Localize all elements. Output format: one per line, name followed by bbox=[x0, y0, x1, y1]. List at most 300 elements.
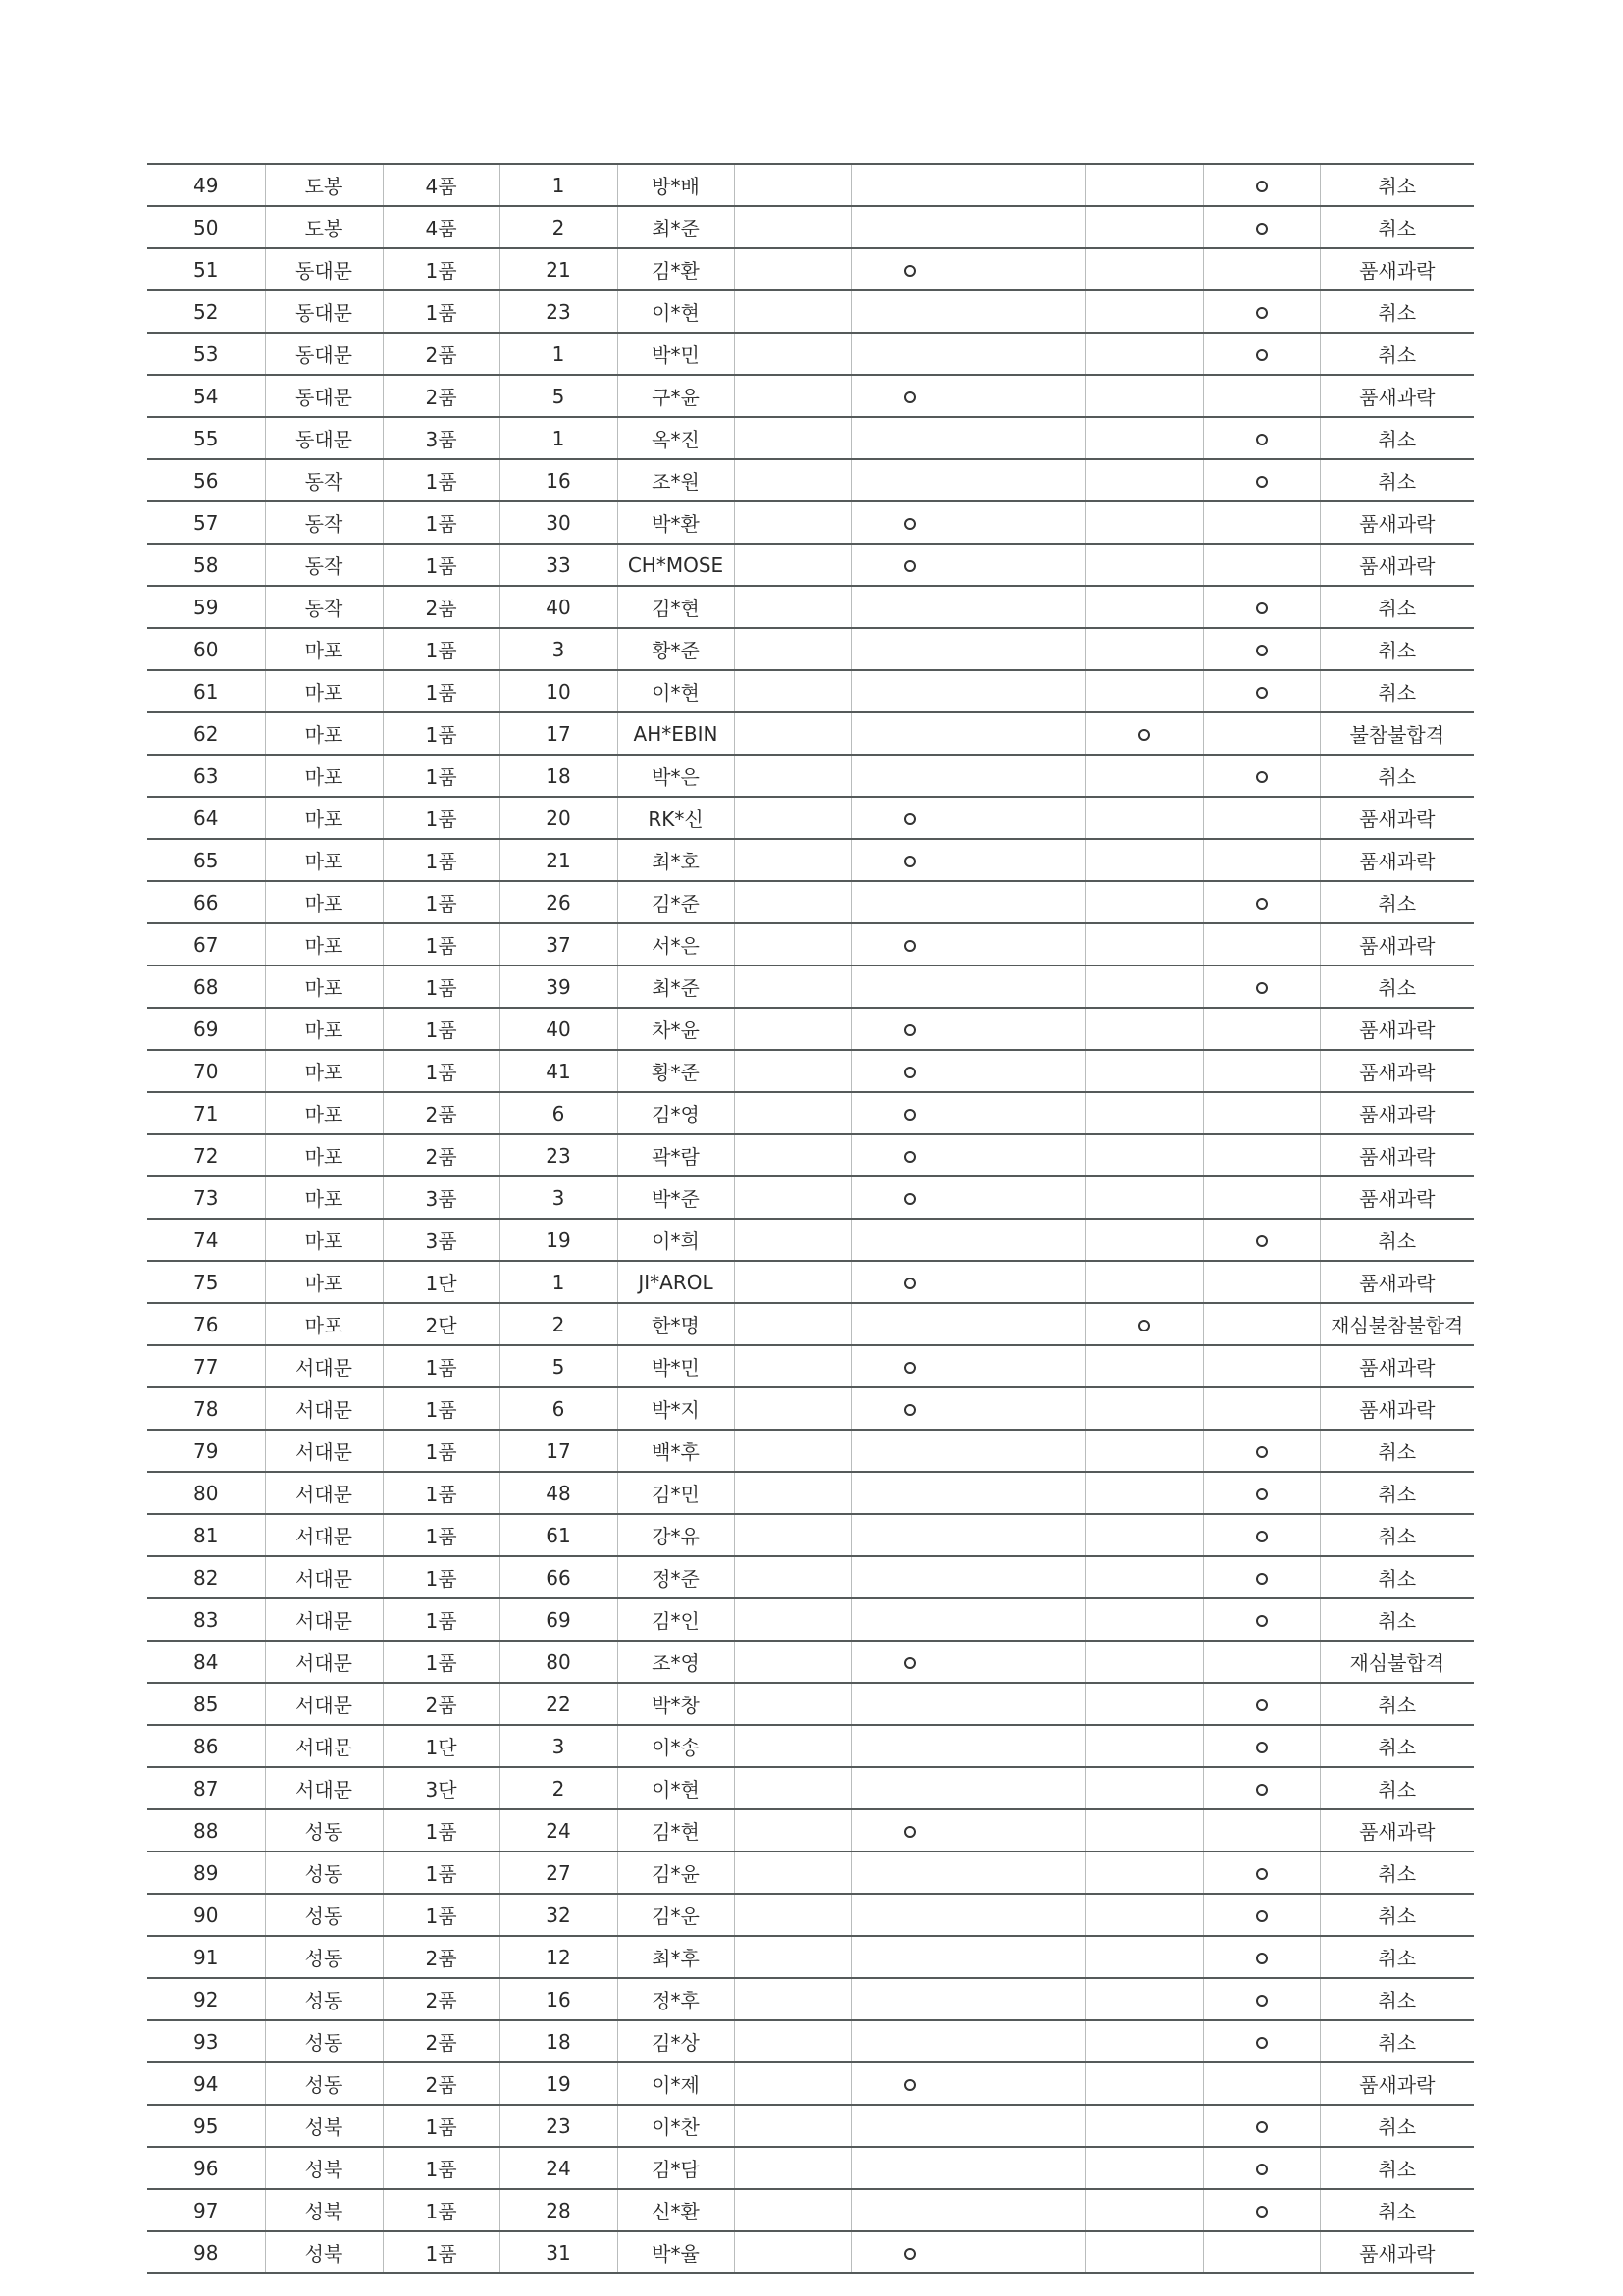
exam-number-cell: 21 bbox=[499, 248, 617, 290]
result-cell: 취소 bbox=[1320, 417, 1474, 459]
circle-mark-icon bbox=[904, 265, 916, 277]
district-cell: 마포 bbox=[265, 755, 383, 797]
circle-mark-icon bbox=[1256, 2121, 1268, 2133]
mark-cell-3 bbox=[1085, 1303, 1203, 1345]
mark-cell-2 bbox=[969, 965, 1085, 1008]
empty-cell bbox=[734, 459, 851, 501]
mark-cell-4 bbox=[1203, 1556, 1320, 1598]
mark-cell-2 bbox=[969, 839, 1085, 881]
district-cell: 마포 bbox=[265, 1050, 383, 1092]
rank-cell: 1품 bbox=[383, 501, 499, 544]
table-row bbox=[147, 1683, 1474, 1725]
exam-number-cell: 39 bbox=[499, 965, 617, 1008]
district-cell: 서대문 bbox=[265, 1641, 383, 1683]
mark-cell-2 bbox=[969, 1598, 1085, 1641]
row-number: 75 bbox=[147, 1261, 265, 1303]
rank-cell: 3품 bbox=[383, 417, 499, 459]
mark-cell-2 bbox=[969, 1472, 1085, 1514]
mark-cell-4 bbox=[1203, 586, 1320, 628]
rank-cell: 1품 bbox=[383, 1641, 499, 1683]
rank-cell: 1품 bbox=[383, 1387, 499, 1430]
name-cell: 김*인 bbox=[617, 1598, 734, 1641]
table-row bbox=[147, 2147, 1474, 2189]
mark-cell-3 bbox=[1085, 755, 1203, 797]
exam-number-cell: 21 bbox=[499, 839, 617, 881]
district-cell: 마포 bbox=[265, 1176, 383, 1219]
mark-cell-4 bbox=[1203, 839, 1320, 881]
mark-cell-2 bbox=[969, 923, 1085, 965]
rank-cell: 2품 bbox=[383, 1978, 499, 2020]
rank-cell: 2품 bbox=[383, 1134, 499, 1176]
mark-cell-4 bbox=[1203, 1303, 1320, 1345]
mark-cell-3 bbox=[1085, 206, 1203, 248]
empty-cell bbox=[734, 2231, 851, 2273]
mark-cell-4 bbox=[1203, 1387, 1320, 1430]
mark-cell-2 bbox=[969, 1430, 1085, 1472]
mark-cell-4 bbox=[1203, 375, 1320, 417]
circle-mark-icon bbox=[904, 1362, 916, 1374]
empty-cell bbox=[734, 839, 851, 881]
mark-cell-1 bbox=[851, 1936, 969, 1978]
table-row bbox=[147, 1430, 1474, 1472]
mark-cell-4 bbox=[1203, 2189, 1320, 2231]
rank-cell: 1품 bbox=[383, 755, 499, 797]
district-cell: 마포 bbox=[265, 1092, 383, 1134]
exam-number-cell: 80 bbox=[499, 1641, 617, 1683]
empty-cell bbox=[734, 1852, 851, 1894]
name-cell: 김*윤 bbox=[617, 1852, 734, 1894]
district-cell: 마포 bbox=[265, 881, 383, 923]
district-cell: 마포 bbox=[265, 712, 383, 755]
mark-cell-4 bbox=[1203, 1134, 1320, 1176]
empty-cell bbox=[734, 628, 851, 670]
exam-number-cell: 32 bbox=[499, 1894, 617, 1936]
exam-number-cell: 23 bbox=[499, 290, 617, 333]
table-row bbox=[147, 1176, 1474, 1219]
rank-cell: 1품 bbox=[383, 1472, 499, 1514]
district-cell: 도봉 bbox=[265, 164, 383, 206]
result-cell: 품새과락 bbox=[1320, 839, 1474, 881]
mark-cell-3 bbox=[1085, 1134, 1203, 1176]
exam-number-cell: 2 bbox=[499, 206, 617, 248]
result-cell: 취소 bbox=[1320, 1598, 1474, 1641]
row-number: 86 bbox=[147, 1725, 265, 1767]
exam-number-cell: 22 bbox=[499, 1683, 617, 1725]
mark-cell-2 bbox=[969, 1894, 1085, 1936]
empty-cell bbox=[734, 1430, 851, 1472]
mark-cell-2 bbox=[969, 1303, 1085, 1345]
table-row bbox=[147, 1556, 1474, 1598]
result-cell: 취소 bbox=[1320, 2105, 1474, 2147]
result-cell: 취소 bbox=[1320, 206, 1474, 248]
mark-cell-3 bbox=[1085, 1176, 1203, 1219]
circle-mark-icon bbox=[1138, 729, 1150, 741]
name-cell: 김*현 bbox=[617, 1809, 734, 1852]
result-cell: 취소 bbox=[1320, 1725, 1474, 1767]
district-cell: 서대문 bbox=[265, 1430, 383, 1472]
result-cell: 품새과락 bbox=[1320, 544, 1474, 586]
mark-cell-3 bbox=[1085, 1767, 1203, 1809]
name-cell: AH*EBIN bbox=[617, 712, 734, 755]
exam-number-cell: 1 bbox=[499, 417, 617, 459]
mark-cell-4 bbox=[1203, 1683, 1320, 1725]
table-row bbox=[147, 206, 1474, 248]
rank-cell: 1품 bbox=[383, 923, 499, 965]
circle-mark-icon bbox=[1256, 982, 1268, 994]
row-number: 66 bbox=[147, 881, 265, 923]
name-cell: 김*현 bbox=[617, 586, 734, 628]
circle-mark-icon bbox=[904, 2248, 916, 2260]
table-row bbox=[147, 923, 1474, 965]
district-cell: 도봉 bbox=[265, 206, 383, 248]
circle-mark-icon bbox=[904, 1657, 916, 1669]
mark-cell-1 bbox=[851, 1303, 969, 1345]
mark-cell-3 bbox=[1085, 459, 1203, 501]
mark-cell-1 bbox=[851, 1767, 969, 1809]
mark-cell-1 bbox=[851, 1852, 969, 1894]
row-number: 95 bbox=[147, 2105, 265, 2147]
mark-cell-4 bbox=[1203, 290, 1320, 333]
result-cell: 취소 bbox=[1320, 2147, 1474, 2189]
rank-cell: 1품 bbox=[383, 1514, 499, 1556]
row-number: 90 bbox=[147, 1894, 265, 1936]
mark-cell-1 bbox=[851, 417, 969, 459]
circle-mark-icon bbox=[1256, 434, 1268, 445]
result-cell: 취소 bbox=[1320, 965, 1474, 1008]
mark-cell-1 bbox=[851, 923, 969, 965]
circle-mark-icon bbox=[904, 518, 916, 530]
empty-cell bbox=[734, 1598, 851, 1641]
row-number: 53 bbox=[147, 333, 265, 375]
empty-cell bbox=[734, 586, 851, 628]
mark-cell-2 bbox=[969, 1219, 1085, 1261]
mark-cell-1 bbox=[851, 290, 969, 333]
exam-number-cell: 40 bbox=[499, 586, 617, 628]
empty-cell bbox=[734, 1387, 851, 1430]
exam-number-cell: 20 bbox=[499, 797, 617, 839]
table-row bbox=[147, 1345, 1474, 1387]
table-row bbox=[147, 1134, 1474, 1176]
rank-cell: 1품 bbox=[383, 2105, 499, 2147]
mark-cell-2 bbox=[969, 1767, 1085, 1809]
table-row bbox=[147, 1936, 1474, 1978]
rank-cell: 1품 bbox=[383, 628, 499, 670]
mark-cell-4 bbox=[1203, 1176, 1320, 1219]
mark-cell-1 bbox=[851, 586, 969, 628]
name-cell: 박*민 bbox=[617, 1345, 734, 1387]
rank-cell: 2단 bbox=[383, 1303, 499, 1345]
district-cell: 마포 bbox=[265, 1134, 383, 1176]
rank-cell: 1단 bbox=[383, 1261, 499, 1303]
result-cell: 취소 bbox=[1320, 459, 1474, 501]
empty-cell bbox=[734, 1472, 851, 1514]
circle-mark-icon bbox=[904, 2079, 916, 2091]
rank-cell: 3단 bbox=[383, 1767, 499, 1809]
result-cell: 취소 bbox=[1320, 1767, 1474, 1809]
mark-cell-2 bbox=[969, 375, 1085, 417]
mark-cell-3 bbox=[1085, 2105, 1203, 2147]
mark-cell-3 bbox=[1085, 1641, 1203, 1683]
exam-number-cell: 5 bbox=[499, 375, 617, 417]
circle-mark-icon bbox=[904, 1024, 916, 1036]
mark-cell-2 bbox=[969, 586, 1085, 628]
row-number: 96 bbox=[147, 2147, 265, 2189]
district-cell: 성북 bbox=[265, 2189, 383, 2231]
mark-cell-1 bbox=[851, 544, 969, 586]
exam-number-cell: 1 bbox=[499, 164, 617, 206]
exam-number-cell: 17 bbox=[499, 712, 617, 755]
result-cell: 취소 bbox=[1320, 1472, 1474, 1514]
empty-cell bbox=[734, 1683, 851, 1725]
name-cell: 박*준 bbox=[617, 1176, 734, 1219]
result-cell: 취소 bbox=[1320, 333, 1474, 375]
row-number: 87 bbox=[147, 1767, 265, 1809]
empty-cell bbox=[734, 1008, 851, 1050]
mark-cell-4 bbox=[1203, 1430, 1320, 1472]
result-cell: 취소 bbox=[1320, 290, 1474, 333]
mark-cell-4 bbox=[1203, 1894, 1320, 1936]
table-row bbox=[147, 544, 1474, 586]
exam-number-cell: 61 bbox=[499, 1514, 617, 1556]
district-cell: 성북 bbox=[265, 2147, 383, 2189]
mark-cell-3 bbox=[1085, 1092, 1203, 1134]
result-cell: 품새과락 bbox=[1320, 1261, 1474, 1303]
mark-cell-2 bbox=[969, 1978, 1085, 2020]
district-cell: 성북 bbox=[265, 2105, 383, 2147]
name-cell: 정*후 bbox=[617, 1978, 734, 2020]
district-cell: 동대문 bbox=[265, 333, 383, 375]
mark-cell-1 bbox=[851, 2105, 969, 2147]
mark-cell-4 bbox=[1203, 2020, 1320, 2062]
table-row bbox=[147, 1092, 1474, 1134]
table-row bbox=[147, 712, 1474, 755]
exam-number-cell: 23 bbox=[499, 1134, 617, 1176]
name-cell: 방*배 bbox=[617, 164, 734, 206]
mark-cell-3 bbox=[1085, 1430, 1203, 1472]
mark-cell-2 bbox=[969, 459, 1085, 501]
mark-cell-1 bbox=[851, 206, 969, 248]
name-cell: 옥*진 bbox=[617, 417, 734, 459]
district-cell: 동작 bbox=[265, 501, 383, 544]
rank-cell: 1품 bbox=[383, 1809, 499, 1852]
circle-mark-icon bbox=[904, 940, 916, 952]
row-number: 67 bbox=[147, 923, 265, 965]
mark-cell-2 bbox=[969, 881, 1085, 923]
district-cell: 서대문 bbox=[265, 1345, 383, 1387]
exam-number-cell: 16 bbox=[499, 459, 617, 501]
mark-cell-4 bbox=[1203, 1598, 1320, 1641]
mark-cell-1 bbox=[851, 333, 969, 375]
mark-cell-1 bbox=[851, 1472, 969, 1514]
results-table-body bbox=[147, 164, 1474, 2273]
circle-mark-icon bbox=[1256, 602, 1268, 614]
result-cell: 품새과락 bbox=[1320, 1008, 1474, 1050]
mark-cell-2 bbox=[969, 501, 1085, 544]
district-cell: 동대문 bbox=[265, 248, 383, 290]
circle-mark-icon bbox=[904, 560, 916, 572]
mark-cell-1 bbox=[851, 375, 969, 417]
table-row bbox=[147, 755, 1474, 797]
mark-cell-3 bbox=[1085, 586, 1203, 628]
district-cell: 마포 bbox=[265, 839, 383, 881]
result-cell: 품새과락 bbox=[1320, 1176, 1474, 1219]
mark-cell-3 bbox=[1085, 839, 1203, 881]
circle-mark-icon bbox=[904, 856, 916, 867]
name-cell: JI*AROL bbox=[617, 1261, 734, 1303]
mark-cell-1 bbox=[851, 1556, 969, 1598]
name-cell: 김*영 bbox=[617, 1092, 734, 1134]
rank-cell: 1품 bbox=[383, 544, 499, 586]
mark-cell-1 bbox=[851, 1809, 969, 1852]
table-row bbox=[147, 501, 1474, 544]
mark-cell-3 bbox=[1085, 1008, 1203, 1050]
table-row bbox=[147, 1598, 1474, 1641]
table-row bbox=[147, 839, 1474, 881]
mark-cell-2 bbox=[969, 1092, 1085, 1134]
mark-cell-1 bbox=[851, 797, 969, 839]
circle-mark-icon bbox=[904, 1067, 916, 1078]
name-cell: 서*은 bbox=[617, 923, 734, 965]
row-number: 62 bbox=[147, 712, 265, 755]
mark-cell-2 bbox=[969, 2105, 1085, 2147]
mark-cell-2 bbox=[969, 1641, 1085, 1683]
mark-cell-2 bbox=[969, 712, 1085, 755]
rank-cell: 2품 bbox=[383, 2020, 499, 2062]
mark-cell-1 bbox=[851, 712, 969, 755]
name-cell: 이*현 bbox=[617, 290, 734, 333]
table-row bbox=[147, 1809, 1474, 1852]
result-cell: 취소 bbox=[1320, 755, 1474, 797]
mark-cell-1 bbox=[851, 1134, 969, 1176]
circle-mark-icon bbox=[904, 1404, 916, 1416]
mark-cell-3 bbox=[1085, 1809, 1203, 1852]
empty-cell bbox=[734, 544, 851, 586]
circle-mark-icon bbox=[1256, 1446, 1268, 1458]
mark-cell-3 bbox=[1085, 1852, 1203, 1894]
mark-cell-1 bbox=[851, 1387, 969, 1430]
row-number: 74 bbox=[147, 1219, 265, 1261]
table-row bbox=[147, 670, 1474, 712]
name-cell: 황*준 bbox=[617, 628, 734, 670]
circle-mark-icon bbox=[1256, 1910, 1268, 1922]
circle-mark-icon bbox=[1256, 1488, 1268, 1500]
row-number: 72 bbox=[147, 1134, 265, 1176]
mark-cell-4 bbox=[1203, 1767, 1320, 1809]
mark-cell-2 bbox=[969, 2231, 1085, 2273]
result-cell: 품새과락 bbox=[1320, 1134, 1474, 1176]
row-number: 77 bbox=[147, 1345, 265, 1387]
row-number: 79 bbox=[147, 1430, 265, 1472]
circle-mark-icon bbox=[1256, 307, 1268, 319]
mark-cell-3 bbox=[1085, 1387, 1203, 1430]
table-row bbox=[147, 164, 1474, 206]
rank-cell: 2품 bbox=[383, 1683, 499, 1725]
mark-cell-1 bbox=[851, 1345, 969, 1387]
mark-cell-3 bbox=[1085, 797, 1203, 839]
result-cell: 취소 bbox=[1320, 1430, 1474, 1472]
district-cell: 서대문 bbox=[265, 1387, 383, 1430]
circle-mark-icon bbox=[1256, 898, 1268, 910]
circle-mark-icon bbox=[1256, 476, 1268, 488]
name-cell: 백*후 bbox=[617, 1430, 734, 1472]
row-number: 68 bbox=[147, 965, 265, 1008]
empty-cell bbox=[734, 1219, 851, 1261]
name-cell: 한*명 bbox=[617, 1303, 734, 1345]
mark-cell-4 bbox=[1203, 544, 1320, 586]
table-row bbox=[147, 1514, 1474, 1556]
name-cell: 박*은 bbox=[617, 755, 734, 797]
mark-cell-2 bbox=[969, 1852, 1085, 1894]
mark-cell-2 bbox=[969, 1387, 1085, 1430]
mark-cell-2 bbox=[969, 290, 1085, 333]
row-number: 58 bbox=[147, 544, 265, 586]
exam-number-cell: 33 bbox=[499, 544, 617, 586]
mark-cell-4 bbox=[1203, 248, 1320, 290]
results-sheet bbox=[147, 163, 1474, 2274]
mark-cell-1 bbox=[851, 1050, 969, 1092]
row-number: 76 bbox=[147, 1303, 265, 1345]
exam-number-cell: 18 bbox=[499, 2020, 617, 2062]
empty-cell bbox=[734, 1809, 851, 1852]
mark-cell-1 bbox=[851, 755, 969, 797]
name-cell: 김*환 bbox=[617, 248, 734, 290]
name-cell: 최*준 bbox=[617, 965, 734, 1008]
table-row bbox=[147, 628, 1474, 670]
result-cell: 취소 bbox=[1320, 670, 1474, 712]
mark-cell-4 bbox=[1203, 2062, 1320, 2105]
result-cell: 취소 bbox=[1320, 881, 1474, 923]
rank-cell: 4품 bbox=[383, 164, 499, 206]
mark-cell-1 bbox=[851, 965, 969, 1008]
exam-number-cell: 27 bbox=[499, 1852, 617, 1894]
mark-cell-3 bbox=[1085, 881, 1203, 923]
mark-cell-4 bbox=[1203, 1936, 1320, 1978]
mark-cell-3 bbox=[1085, 1219, 1203, 1261]
row-number: 84 bbox=[147, 1641, 265, 1683]
mark-cell-2 bbox=[969, 1261, 1085, 1303]
empty-cell bbox=[734, 1556, 851, 1598]
district-cell: 동대문 bbox=[265, 375, 383, 417]
empty-cell bbox=[734, 417, 851, 459]
mark-cell-1 bbox=[851, 881, 969, 923]
result-cell: 취소 bbox=[1320, 1936, 1474, 1978]
mark-cell-2 bbox=[969, 2189, 1085, 2231]
circle-mark-icon bbox=[904, 1151, 916, 1163]
row-number: 82 bbox=[147, 1556, 265, 1598]
empty-cell bbox=[734, 1092, 851, 1134]
name-cell: 박*민 bbox=[617, 333, 734, 375]
exam-number-cell: 23 bbox=[499, 2105, 617, 2147]
row-number: 85 bbox=[147, 1683, 265, 1725]
rank-cell: 1품 bbox=[383, 1556, 499, 1598]
empty-cell bbox=[734, 290, 851, 333]
mark-cell-4 bbox=[1203, 881, 1320, 923]
result-cell: 취소 bbox=[1320, 1514, 1474, 1556]
name-cell: RK*신 bbox=[617, 797, 734, 839]
name-cell: 최*후 bbox=[617, 1936, 734, 1978]
table-row bbox=[147, 417, 1474, 459]
circle-mark-icon bbox=[1256, 687, 1268, 699]
exam-number-cell: 19 bbox=[499, 1219, 617, 1261]
exam-number-cell: 12 bbox=[499, 1936, 617, 1978]
mark-cell-3 bbox=[1085, 1598, 1203, 1641]
mark-cell-4 bbox=[1203, 755, 1320, 797]
exam-number-cell: 24 bbox=[499, 2147, 617, 2189]
result-cell: 취소 bbox=[1320, 1894, 1474, 1936]
name-cell: 강*유 bbox=[617, 1514, 734, 1556]
table-row bbox=[147, 2062, 1474, 2105]
table-row bbox=[147, 965, 1474, 1008]
